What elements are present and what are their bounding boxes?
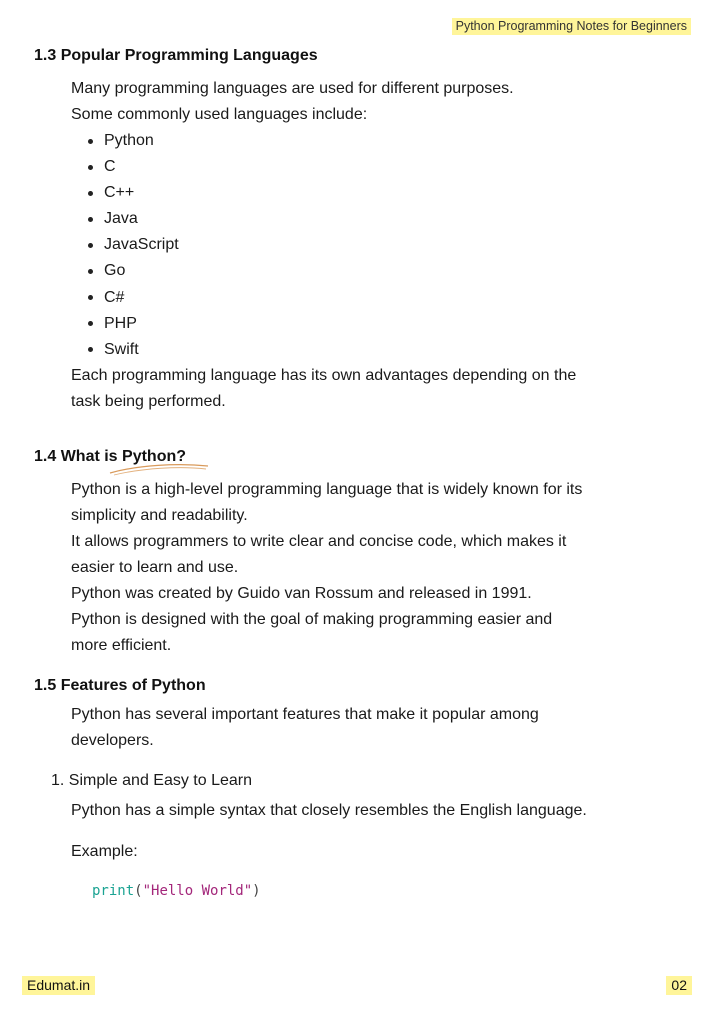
bullet-icon xyxy=(88,347,93,352)
feature-1-title: 1. Simple and Easy to Learn xyxy=(51,772,253,789)
code-paren-open: ( xyxy=(134,883,143,899)
list-item xyxy=(88,285,179,311)
code-string: "Hello World" xyxy=(142,883,253,899)
paragraph-line: Python is a high-level programming language that is widely known for its xyxy=(71,481,583,498)
section-1-3-outro xyxy=(71,363,576,415)
paragraph-line: Some commonly used languages include: xyxy=(71,106,368,123)
code-snippet xyxy=(92,882,261,900)
bullet-icon xyxy=(88,295,93,300)
feature-1-description: Python has a simple syntax that closely resembles the English language. xyxy=(71,802,587,819)
list-item-label: Java xyxy=(104,210,138,228)
section-1-4-heading: 1.4 What is Python? xyxy=(34,448,187,465)
list-item-label: Go xyxy=(104,262,126,280)
paragraph-line: It allows programmers to write clear and concise code, which makes it xyxy=(71,533,567,550)
footer-site: Edumat.in xyxy=(22,976,95,995)
section-1-3-intro xyxy=(71,76,514,128)
list-item-label: JavaScript xyxy=(104,236,179,254)
bullet-icon xyxy=(88,217,93,222)
underline-swoosh-icon xyxy=(108,461,212,477)
bullet-icon xyxy=(88,191,93,196)
languages-list xyxy=(88,128,179,363)
paragraph-line: simplicity and readability. xyxy=(71,507,248,524)
list-item xyxy=(88,180,179,206)
section-1-4-body xyxy=(71,477,582,659)
code-paren-close: ) xyxy=(252,883,261,899)
bullet-icon xyxy=(88,139,93,144)
list-item xyxy=(88,311,179,337)
paragraph-line: Python has several important features that make it popular among xyxy=(71,706,539,723)
list-item xyxy=(88,258,179,284)
paragraph-line: Many programming languages are used for different purposes. xyxy=(71,80,514,97)
list-item xyxy=(88,337,179,363)
bullet-icon xyxy=(88,165,93,170)
paragraph-line: Each programming language has its own advantages depending on the xyxy=(71,367,577,384)
section-1-5-intro xyxy=(71,702,539,754)
list-item-label: Swift xyxy=(104,340,139,358)
list-item xyxy=(88,232,179,258)
section-1-5-heading: 1.5 Features of Python xyxy=(34,677,206,694)
section-1-3-heading: 1.3 Popular Programming Languages xyxy=(34,47,318,64)
bullet-icon xyxy=(88,269,93,274)
code-function: print xyxy=(92,883,135,899)
list-item xyxy=(88,128,179,154)
list-item xyxy=(88,206,179,232)
example-label: Example: xyxy=(71,843,138,860)
paragraph-line: easier to learn and use. xyxy=(71,559,239,576)
list-item-label: C xyxy=(104,158,116,176)
paragraph-line: more efficient. xyxy=(71,637,172,654)
page-number: 02 xyxy=(666,976,692,995)
list-item-label: C++ xyxy=(104,184,135,202)
list-item-label: C# xyxy=(104,288,125,306)
bullet-icon xyxy=(88,243,93,248)
header-note: Python Programming Notes for Beginners xyxy=(452,18,691,35)
paragraph-line: developers. xyxy=(71,732,154,749)
list-item-label: PHP xyxy=(104,314,137,332)
paragraph-line: Python is designed with the goal of making programming easier and xyxy=(71,611,553,628)
list-item-label: Python xyxy=(104,132,154,149)
paragraph-line: task being performed. xyxy=(71,393,226,410)
bullet-icon xyxy=(88,321,93,326)
list-item xyxy=(88,154,179,180)
paragraph-line: Python was created by Guido van Rossum and released in 1991. xyxy=(71,585,532,602)
